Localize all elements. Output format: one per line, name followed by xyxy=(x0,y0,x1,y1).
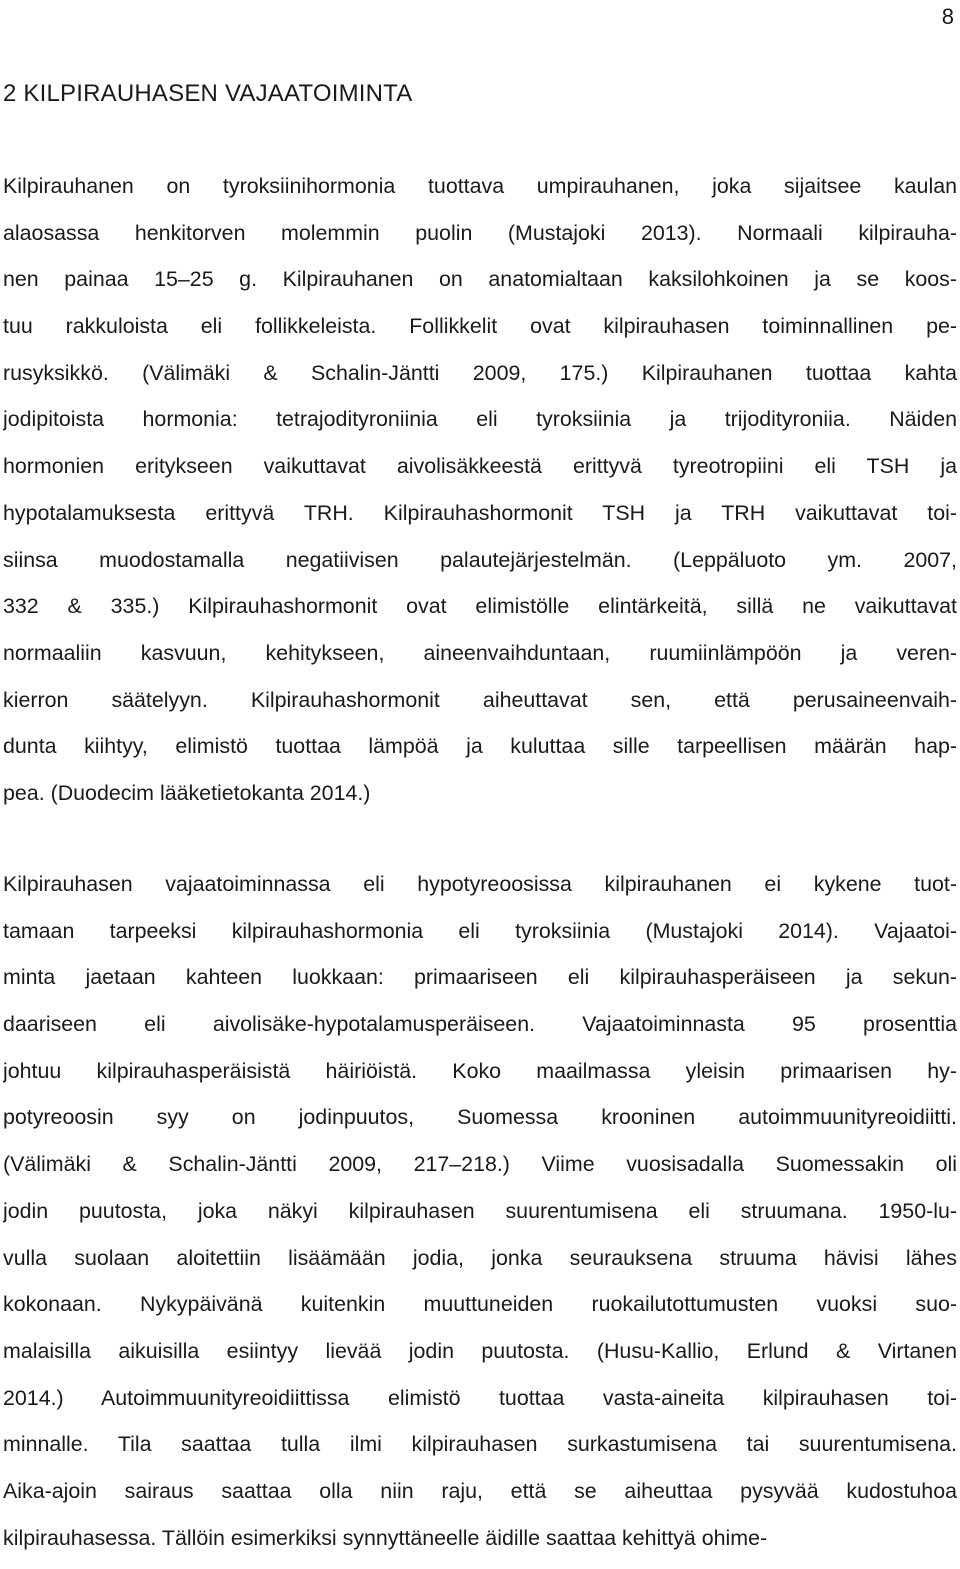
text-line: johtuu kilpirauhasperäisistä häiriöistä. Koko maailmassa yleisin primaarisen hy- xyxy=(3,1058,957,1083)
text-line: hypotalamuksesta erittyvä TRH. Kilpirauhashormonit TSH ja TRH vaikuttavat toi- xyxy=(3,500,957,525)
text-line: kilpirauhasessa. Tällöin esimerkiksi synnyttäneelle äidille saattaa kehittyä ohime- xyxy=(3,1525,768,1550)
text-line: daariseen eli aivolisäke-hypotalamusperäiseen. Vajaatoiminnasta 95 prosenttia xyxy=(3,1012,957,1037)
text-line: normaaliin kasvuun, kehitykseen, aineenvaihduntaan, ruumiinlämpöön ja veren- xyxy=(3,640,957,665)
text-line: Aika-ajoin sairaus saattaa olla niin raju, että se aiheuttaa pysyvää kudostuhoa xyxy=(3,1478,957,1503)
text-line: alaosassa henkitorven molemmin puolin (Mustajoki 2013). Normaali kilpirauha- xyxy=(3,220,957,245)
text-line: tamaan tarpeeksi kilpirauhashormonia eli tyroksiinia (Mustajoki 2014). Vajaatoi- xyxy=(3,918,957,943)
text-line: pea. (Duodecim lääketietokanta 2014.) xyxy=(3,780,371,805)
text-line: malaisilla aikuisilla esiintyy lievää jodin puutosta. (Husu-Kallio, Erlund & Virtanen xyxy=(3,1338,957,1363)
text-line: vulla suolaan aloitettiin lisäämään jodia, jonka seurauksena struuma hävisi lähes xyxy=(3,1245,957,1270)
text-line: tuu rakkuloista eli follikkeleista. Follikkelit ovat kilpirauhasen toiminnallinen pe- xyxy=(3,314,957,339)
text-line: rusyksikkö. (Välimäki & Schalin-Jäntti 2009, 175.) Kilpirauhanen tuottaa kahta xyxy=(3,360,957,385)
section-heading: 2 KILPIRAUHASEN VAJAATOIMINTA xyxy=(3,80,413,107)
paragraph-hypothyroidism xyxy=(3,869,957,1569)
text-line: minta jaetaan kahteen luokkaan: primaariseen eli kilpirauhasperäiseen ja sekun- xyxy=(3,965,957,990)
text-line: Kilpirauhanen on tyroksiinihormonia tuottava umpirauhanen, joka sijaitsee kaulan xyxy=(3,174,957,198)
text-line: potyreoosin syy on jodinpuutos, Suomessa krooninen autoimmuunityreoidiitti. xyxy=(3,1105,957,1130)
page-number: 8 xyxy=(941,4,954,29)
text-line: 332 & 335.) Kilpirauhashormonit ovat elimistölle elintärkeitä, sillä ne vaikuttavat xyxy=(3,594,957,619)
text-line: hormonien eritykseen vaikuttavat aivolisäkkeestä erittyvä tyreotropiini eli TSH ja xyxy=(3,454,957,479)
text-line: nen painaa 15–25 g. Kilpirauhanen on anatomialtaan kaksilohkoinen ja se koos- xyxy=(3,267,957,292)
paragraph-thyroid-function xyxy=(3,171,957,825)
text-line: minnalle. Tila saattaa tulla ilmi kilpirauhasen surkastumisena tai suurentumisena. xyxy=(3,1432,957,1457)
text-line: dunta kiihtyy, elimistö tuottaa lämpöä ja kuluttaa sille tarpeellisen määrän hap- xyxy=(3,734,957,759)
text-line: Kilpirauhasen vajaatoiminnassa eli hypotyreoosissa kilpirauhanen ei kykene tuot- xyxy=(3,872,957,896)
text-line: jodin puutosta, joka näkyi kilpirauhasen suurentumisena eli struumana. 1950-lu- xyxy=(3,1198,957,1223)
text-line: kierron säätelyyn. Kilpirauhashormonit aiheuttavat sen, että perusaineenvaih- xyxy=(3,687,957,712)
text-line: (Välimäki & Schalin-Jäntti 2009, 217–218.) Viime vuosisadalla Suomessakin oli xyxy=(3,1152,957,1177)
text-line: jodipitoista hormonia: tetrajodityroniinia eli tyroksiinia ja trijodityroniia. Näiden xyxy=(3,407,957,432)
text-line: siinsa muodostamalla negatiivisen palautejärjestelmän. (Leppäluoto ym. 2007, xyxy=(3,547,957,572)
text-line: kokonaan. Nykypäivänä kuitenkin muuttuneiden ruokailutottumusten vuoksi suo- xyxy=(3,1292,957,1317)
text-line: 2014.) Autoimmuunityreoidiittissa elimistö tuottaa vasta-aineita kilpirauhasen toi- xyxy=(3,1385,957,1410)
